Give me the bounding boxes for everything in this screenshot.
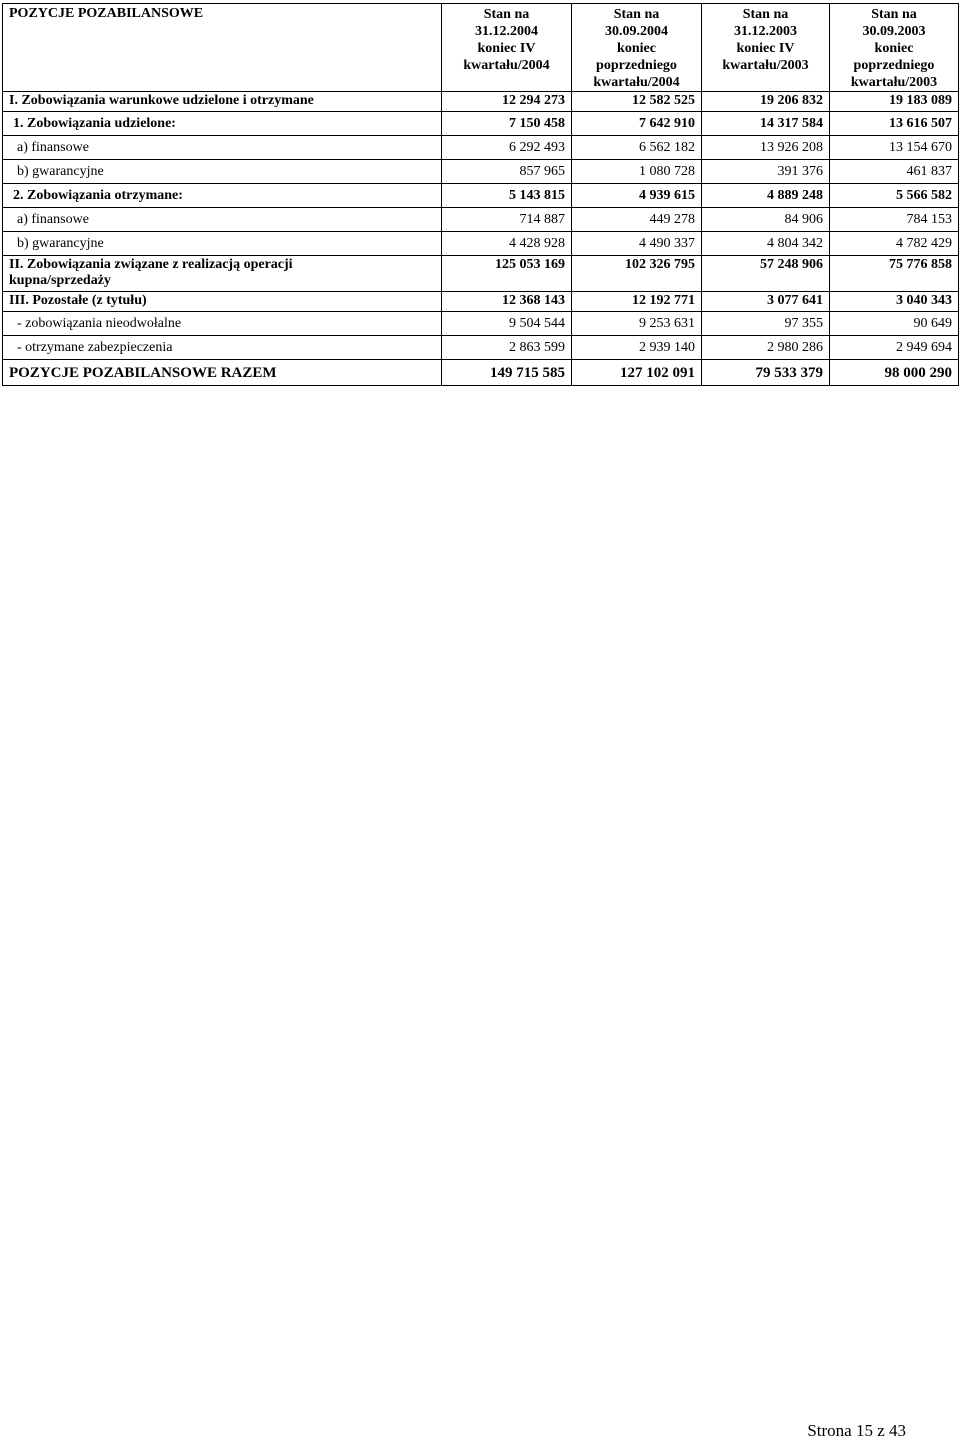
table-row bbox=[3, 312, 959, 336]
row-value: 13 616 507 bbox=[830, 112, 959, 136]
row-label: b) gwarancyjne bbox=[3, 232, 442, 256]
row-label: 2. Zobowiązania otrzymane: bbox=[3, 184, 442, 208]
table-row bbox=[3, 184, 959, 208]
row-value: 9 253 631 bbox=[572, 312, 702, 336]
header-col-4: Stan na 30.09.2003 koniec poprzedniego kwartału/2003 bbox=[830, 4, 959, 92]
table-row bbox=[3, 160, 959, 184]
row-label: a) finansowe bbox=[3, 136, 442, 160]
row-value: 5 143 815 bbox=[442, 184, 572, 208]
row-label: - zobowiązania nieodwołalne bbox=[3, 312, 442, 336]
row-value: 6 292 493 bbox=[442, 136, 572, 160]
row-value: 7 642 910 bbox=[572, 112, 702, 136]
row-value: 857 965 bbox=[442, 160, 572, 184]
total-value: 127 102 091 bbox=[572, 360, 702, 386]
row-value: 2 863 599 bbox=[442, 336, 572, 360]
total-value: 79 533 379 bbox=[702, 360, 830, 386]
page-number: Strona 15 z 43 bbox=[807, 1421, 906, 1440]
total-value: 149 715 585 bbox=[442, 360, 572, 386]
row-value: 75 776 858 bbox=[830, 256, 959, 292]
row-value: 714 887 bbox=[442, 208, 572, 232]
header-col-1: Stan na 31.12.2004 koniec IV kwartału/2004 bbox=[442, 4, 572, 92]
row-value: 4 490 337 bbox=[572, 232, 702, 256]
row-value: 12 294 273 bbox=[442, 92, 572, 112]
row-label: a) finansowe bbox=[3, 208, 442, 232]
row-value: 2 949 694 bbox=[830, 336, 959, 360]
row-value: 6 562 182 bbox=[572, 136, 702, 160]
row-value: 125 053 169 bbox=[442, 256, 572, 292]
row-label: I. Zobowiązania warunkowe udzielone i otrzymane bbox=[3, 92, 442, 112]
row-value: 14 317 584 bbox=[702, 112, 830, 136]
table-total-row bbox=[3, 360, 959, 386]
table-row bbox=[3, 92, 959, 112]
row-value: 7 150 458 bbox=[442, 112, 572, 136]
row-value: 391 376 bbox=[702, 160, 830, 184]
row-value: 84 906 bbox=[702, 208, 830, 232]
row-label: b) gwarancyjne bbox=[3, 160, 442, 184]
row-value: 9 504 544 bbox=[442, 312, 572, 336]
row-value: 102 326 795 bbox=[572, 256, 702, 292]
row-value: 4 804 342 bbox=[702, 232, 830, 256]
row-value: 1 080 728 bbox=[572, 160, 702, 184]
row-value: 12 368 143 bbox=[442, 292, 572, 312]
total-label: POZYCJE POZABILANSOWE RAZEM bbox=[3, 360, 442, 386]
header-col-2: Stan na 30.09.2004 koniec poprzedniego kwartału/2004 bbox=[572, 4, 702, 92]
header-col-3: Stan na 31.12.2003 koniec IV kwartału/2003 bbox=[702, 4, 830, 92]
row-value: 3 077 641 bbox=[702, 292, 830, 312]
row-label: II. Zobowiązania związane z realizacją operacji kupna/sprzedaży bbox=[3, 256, 442, 292]
table-row bbox=[3, 336, 959, 360]
row-label: 1. Zobowiązania udzielone: bbox=[3, 112, 442, 136]
row-value: 4 428 928 bbox=[442, 232, 572, 256]
row-value: 4 782 429 bbox=[830, 232, 959, 256]
header-label: POZYCJE POZABILANSOWE bbox=[3, 4, 442, 92]
row-label: - otrzymane zabezpieczenia bbox=[3, 336, 442, 360]
row-value: 2 980 286 bbox=[702, 336, 830, 360]
table-header-row bbox=[3, 4, 959, 92]
row-value: 3 040 343 bbox=[830, 292, 959, 312]
row-value: 449 278 bbox=[572, 208, 702, 232]
table-row bbox=[3, 136, 959, 160]
row-value: 461 837 bbox=[830, 160, 959, 184]
row-value: 19 206 832 bbox=[702, 92, 830, 112]
row-value: 12 192 771 bbox=[572, 292, 702, 312]
row-value: 90 649 bbox=[830, 312, 959, 336]
total-value: 98 000 290 bbox=[830, 360, 959, 386]
row-value: 13 154 670 bbox=[830, 136, 959, 160]
row-value: 13 926 208 bbox=[702, 136, 830, 160]
row-value: 12 582 525 bbox=[572, 92, 702, 112]
row-value: 4 889 248 bbox=[702, 184, 830, 208]
row-value: 57 248 906 bbox=[702, 256, 830, 292]
row-value: 2 939 140 bbox=[572, 336, 702, 360]
table-row bbox=[3, 112, 959, 136]
row-value: 4 939 615 bbox=[572, 184, 702, 208]
row-label: III. Pozostałe (z tytułu) bbox=[3, 292, 442, 312]
row-value: 97 355 bbox=[702, 312, 830, 336]
row-value: 784 153 bbox=[830, 208, 959, 232]
table-row bbox=[3, 208, 959, 232]
table-row bbox=[3, 256, 959, 292]
off-balance-sheet-table bbox=[2, 3, 959, 386]
row-value: 19 183 089 bbox=[830, 92, 959, 112]
row-value: 5 566 582 bbox=[830, 184, 959, 208]
table-row bbox=[3, 232, 959, 256]
table-row bbox=[3, 292, 959, 312]
